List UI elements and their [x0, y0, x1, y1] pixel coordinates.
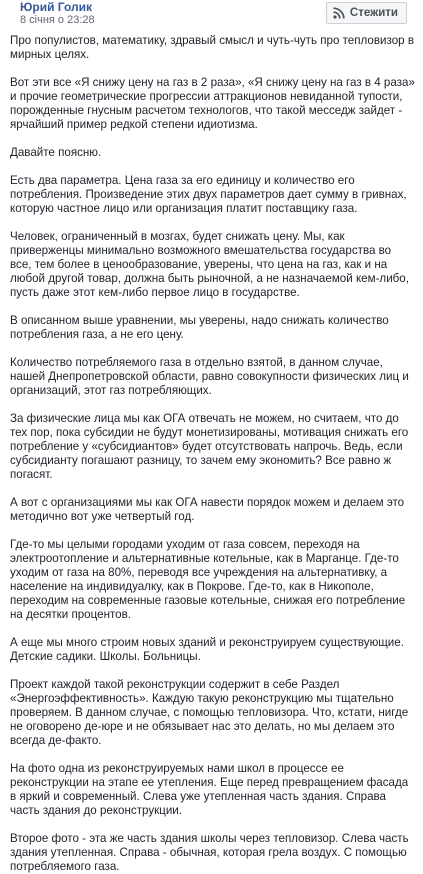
post-paragraph: А вот с организациями мы как ОГА навести порядок можем и делаем это методично вот уже четвертый год. — [10, 496, 405, 523]
post-paragraph: Количество потребляемого газа в отдельно взятой, в данном случае, нашей Днепропетровской области, равно совокупности физических лиц и организаций, этот газ потребляющих. — [10, 356, 409, 397]
post-header — [10, 0, 415, 34]
post-body — [10, 34, 415, 874]
post-paragraph: За физические лица мы как ОГА отвечать не можем, но считаем, что до тех пор, пока субсидии не будут монетизированы, мотивация снижать его потребление у «субсидиантов» будет отсутствовать напрочь. Ведь, если субсидианту погашают разницу, то зачем ему экономить? Все равно ж погасят. — [10, 412, 409, 481]
post-paragraph: А еще мы много строим новых зданий и реконструируем существующие. Детские садики. Школы. Больницы. — [10, 636, 404, 663]
post-paragraph: Человек, ограниченный в мозгах, будет снижать цену. Мы, как приверженцы минимально возможного вмешательства государства во все, тем более в ценообразование, уверены, что цена на газ, как и на любой другой товар, должна быть рыночной, а не назначаемой кем-либо, пусть даже этот кем-либо первое лицо в государстве. — [10, 230, 409, 299]
post-timestamp[interactable]: 8 січня о 23:28 — [20, 14, 95, 26]
author-name[interactable]: Юрий Голик — [20, 0, 93, 14]
post-paragraph: Второе фото - эта же часть здания школы через тепловизор. Слева часть здания утепленная. Справа - обычная, которая грела воздух. С помощью потребляемого газа. — [10, 832, 409, 873]
post-paragraph: Проект каждой такой реконструкции содержит в себе Раздел «Энергоэффективность». Каждую такую реконструкцию мы тщательно проверяем. В данном случае, с помощью тепловизора. Что, кстати, нигде не оговорено де-юре и не обязывает нас это делать, но мы делаем это всегда де-факто. — [10, 678, 409, 747]
post-paragraph: На фото одна из реконструируемых нами школ в процессе ее реконструкции на этапе ее утепления. Еще перед превращением фасада в яркий и современный. Слева уже утепленная часть здания. Справа часть здания до реконструкции. — [10, 762, 409, 817]
post-paragraph: Давайте поясню. — [10, 146, 102, 159]
follow-button[interactable] — [326, 2, 407, 24]
post-paragraph: Где-то мы целыми городами уходим от газа совсем, переходя на электроотопление и альтернативные котельные, как в Марганце. Где-то уходим от газа на 80%, переводя все учреждения на альтернативку, а население на индивидуалку, как в Покрове. Где-то, как в Никополе, переходим на современные газовые котельные, снижая его потребление на десятки процентов. — [10, 538, 406, 621]
follow-button-label: Стежити — [349, 7, 398, 19]
post-paragraph: Про популистов, математику, здравый смысл и чуть-чуть про тепловизор в мирных целях. — [10, 34, 414, 61]
post-paragraph: Есть два параметра. Цена газа за его единицу и количество его потребления. Произведение этих двух параметров дает сумму в гривнах, которую частное лицо или организация платит поставщику газа. — [10, 174, 407, 215]
post-paragraph: В описанном выше уравнении, мы уверены, надо снижать количество потребления газа, а не его цену. — [10, 314, 389, 341]
post-paragraph: Вот эти все «Я снижу цену на газ в 2 раза», «Я снижу цену на газ в 4 раза» и прочие геометрические прогрессии аттракционов невиданной тупости, порожденные гнусным расчетом технологов, что такой месседж зайдет - ярчайший пример редкой степени идиотизма. — [10, 76, 415, 131]
rss-icon — [333, 7, 345, 19]
